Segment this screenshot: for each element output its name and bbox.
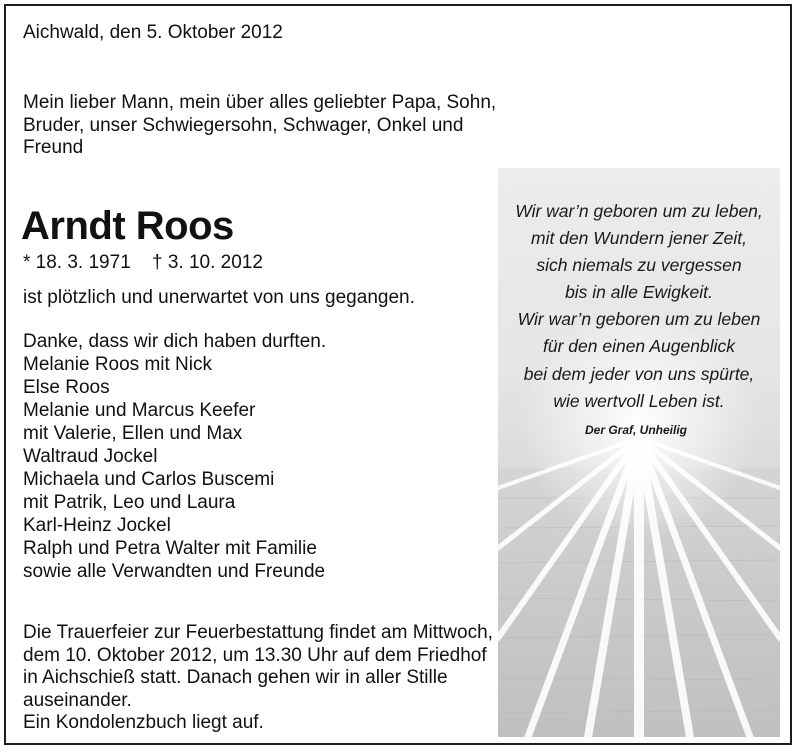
poem-line: sich niemals zu vergessen [536, 255, 742, 276]
poem-line: mit den Wundern jener Zeit, [531, 228, 747, 249]
ceremony-line: Die Trauerfeier zur Feuerbestattung findet am Mittwoch, [23, 622, 493, 643]
passed-away-line: ist plötzlich und unerwartet von uns gegangen. [23, 287, 415, 308]
intro-text [23, 92, 496, 160]
poem-line: wie wertvoll Leben ist. [553, 390, 725, 411]
mourner-line: Karl-Heinz Jockel [23, 515, 171, 536]
mourner-line: Melanie und Marcus Keefer [23, 400, 256, 421]
deceased-name: Arndt Roos [21, 204, 234, 248]
intro-line: Mein lieber Mann, mein über alles geliebter Papa, Sohn, [23, 92, 497, 113]
poem-text [498, 198, 780, 415]
ceremony-line: Ein Kondolenzbuch liegt auf. [23, 712, 264, 734]
mourner-line: mit Patrik, Leo und Laura [23, 492, 236, 513]
ceremony-info [23, 622, 493, 735]
birth-date: * 18. 3. 1971 [23, 252, 131, 273]
death-date: † 3. 10. 2012 [152, 252, 263, 273]
mourner-line: Else Roos [23, 377, 110, 398]
ceremony-line: dem 10. Oktober 2012, um 13.30 Uhr auf dem Friedhof [23, 644, 487, 666]
poem-line: bis in alle Ewigkeit. [565, 282, 713, 303]
intro-line: Bruder, unser Schwiegersohn, Schwager, Onkel und [23, 114, 464, 136]
poem-panel [498, 168, 780, 737]
poem-line: Wir war’n geboren um zu leben, [515, 201, 763, 221]
mourner-line: Waltraud Jockel [23, 446, 158, 467]
mourner-line: sowie alle Verwandten und Freunde [23, 561, 326, 582]
ceremony-line: auseinander. [23, 689, 132, 711]
mourner-line: Michaela und Carlos Buscemi [23, 469, 275, 490]
date-line: Aichwald, den 5. Oktober 2012 [23, 22, 283, 43]
poem-line: für den einen Augenblick [543, 336, 735, 357]
poem-line: Wir war’n geboren um zu leben [517, 309, 761, 330]
ceremony-line: in Aichschieß statt. Danach gehen wir in aller Stille [23, 667, 448, 689]
poem-credit: Der Graf, Unheilig [584, 423, 688, 437]
intro-line: Freund [23, 137, 84, 159]
mourner-line: mit Valerie, Ellen und Max [23, 423, 243, 444]
poem-line: bei dem jeder von uns spürte, [523, 363, 755, 384]
mourner-line: Ralph und Petra Walter mit Familie [23, 538, 317, 559]
mourners-list [23, 330, 326, 583]
mourner-line: Melanie Roos mit Nick [23, 354, 212, 375]
mourner-line: Danke, dass wir dich haben durften. [23, 331, 327, 352]
